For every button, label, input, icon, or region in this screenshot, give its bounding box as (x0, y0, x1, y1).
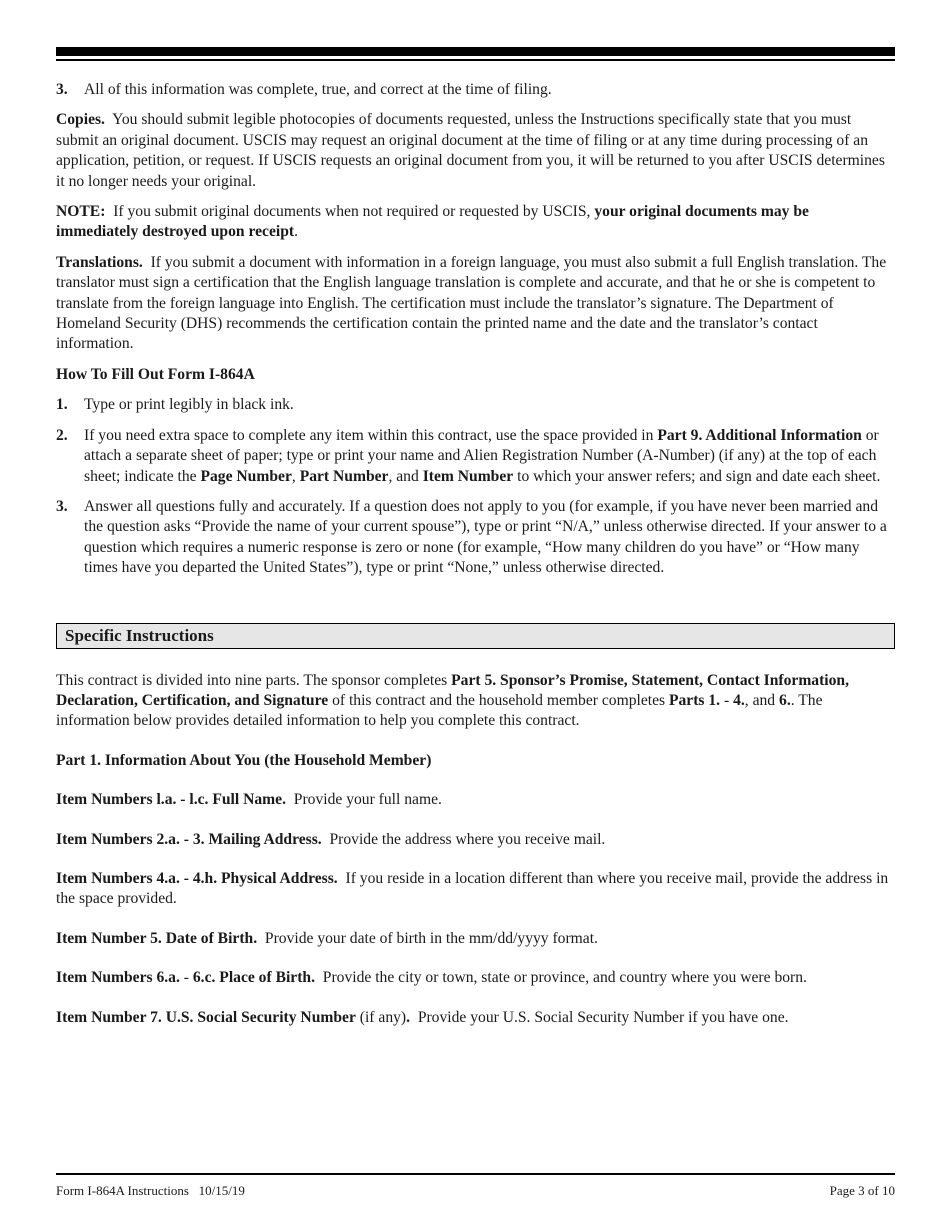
item-label-sep: - (179, 969, 193, 987)
item-text: Answer all questions fully and accurately. If a question does not apply to you (for example, if you have never been married and the question asks “Provide the name of your current spouse”), type or print “N/A,” unless otherwise directed. If your answer to a question which requires a numeric response is zero or none (for example, “How many children do you have” or “How many times have you departed the United States”), type or print “None,” unless otherwise directed. (84, 497, 887, 577)
text-run-bold: Part 5. Sponsor’s Promise, Statement, Contact Information, Declaration, Certification, and Signature (56, 671, 850, 709)
item-text: All of this information was complete, true, and correct at the time of filing. (84, 81, 552, 98)
text-run: This contract is divided into nine parts. The sponsor completes (56, 671, 448, 689)
ssn-item (56, 1008, 895, 1028)
part1-heading (56, 751, 895, 771)
note-paragraph (56, 202, 895, 243)
item-text: Provide your date of birth in the mm/dd/yyyy format. (264, 929, 598, 947)
item-number: 3. (56, 497, 68, 515)
footer-form-info: Form I-864A Instructions 10/15/19 (56, 1183, 245, 1198)
note-text: If you submit original documents when not required or requested by USCIS, (113, 203, 591, 221)
text-run: , (291, 467, 296, 485)
text-run: - (720, 691, 734, 709)
header-rule-thin (56, 59, 895, 61)
item-label: 6.c. Place of Birth. (192, 969, 315, 987)
text-run-bold: Parts 1. (668, 691, 721, 709)
specific-intro-paragraph: This contract is divided into nine parts. The sponsor completes Part 5. Sponsor’s Promise, Statement, Contact Information, Declaration, Certification, and Signature of this contract and the household member completes Parts 1. - 4., and 6.. The information below provides detailed information to help you complete this contract. (56, 671, 850, 730)
page-content (56, 80, 895, 1028)
full-name-item (56, 790, 895, 810)
document-page (56, 0, 895, 1230)
mailing-address-item (56, 830, 895, 850)
note-label: NOTE: (56, 203, 106, 221)
footer-rule (56, 1173, 895, 1175)
item-label-paren: (if any) (359, 1008, 407, 1026)
text-run: , and (388, 467, 419, 485)
text-run-bold: 6. (779, 691, 791, 709)
text-run: , and (744, 691, 776, 709)
text-run: or attach a separate sheet of paper; type or print your name and Alien Registration Number (A-Number) (if any) at the top of each sheet; indicate the (84, 426, 879, 485)
item-label: Item Numbers 6.a. (56, 969, 180, 987)
list-item-3 (56, 80, 895, 100)
list-item-1 (56, 395, 895, 415)
item-number: 3. (56, 81, 68, 98)
text-run-bold: Part Number (299, 467, 389, 485)
item-text: Provide your U.S. Social Security Number if you have one. (417, 1008, 789, 1026)
place-of-birth-item (56, 968, 895, 988)
item-text (84, 426, 895, 487)
text-run: The information below provides detailed information to help you complete this contract. (56, 691, 823, 730)
item-text: Provide the city or town, state or province, and country where you were born. (322, 969, 807, 987)
item-text: Provide your full name. (293, 791, 442, 809)
item-label: Item Numbers 4.a. - 4.h. Physical Address. (56, 869, 338, 887)
how-to-heading-text: How To Fill Out Form I-864A (56, 365, 255, 383)
item-text: Provide the address where you receive mail. (329, 830, 606, 848)
item-text: If you reside in a location different than where you receive mail, provide the address in the space provided. (56, 869, 889, 908)
text-run-bold: 4. (733, 691, 745, 709)
header-rule-thick (56, 47, 895, 56)
item-number: 1. (56, 396, 68, 414)
date-of-birth-item (56, 929, 895, 949)
text-run-bold: Part 9. Additional Information (657, 426, 862, 444)
copies-text: You should submit legible photocopies of documents requested, unless the Instructions specifically state that you must submit an original document. USCIS may request an original document at the time of filing or at any time during processing of an application, petition, or request. If USCIS requests an original document from you, it will be returned to you after USCIS determines it no longer needs your original. (56, 111, 885, 190)
translations-text: If you submit a document with information in a foreign language, you must also submit a full English translation. The translator must sign a certification that the English language translation is complete and accurate, and that he or she is competent to translate from the foreign language into English. The certification must include the translator’s signature. The Department of Homeland Security (DHS) recommends the certification contain the printed name and the date and the translator’s contact information. (56, 253, 887, 353)
item-text: Type or print legibly in black ink. (84, 396, 294, 414)
note-bold-text: your original documents may be immediately destroyed upon receipt (56, 203, 809, 241)
item-label: Item Number 7. U.S. Social Security Number (56, 1008, 356, 1026)
item-number: 2. (56, 426, 68, 444)
list-item-2 (56, 426, 895, 487)
translations-paragraph (56, 253, 895, 355)
copies-paragraph (56, 110, 895, 192)
physical-address-item (56, 869, 895, 910)
item-label: Item Numbers l.a. - l.c. Full Name. (56, 791, 286, 809)
text-run-bold: Item Number (422, 467, 514, 485)
page-footer (56, 1183, 895, 1199)
text-run-bold: Page Number (200, 467, 292, 485)
item-label-end: . (406, 1008, 411, 1026)
part1-heading-text: Part 1. Information About You (the Household Member) (56, 751, 432, 769)
note-end: . (294, 223, 298, 241)
item-label: Item Numbers 2.a. - 3. Mailing Address. (56, 830, 322, 848)
translations-label: Translations. (56, 253, 143, 271)
text-run: If you need extra space to complete any item within this contract, use the space provided in (84, 426, 654, 444)
copies-label: Copies. (56, 111, 105, 129)
list-item-3b (56, 497, 895, 579)
how-to-heading (56, 365, 895, 385)
page-number: Page 3 of 10 (829, 1183, 895, 1198)
text-run: of this contract and the household member completes (332, 691, 666, 709)
specific-instructions-heading: Specific Instructions (56, 623, 895, 649)
text-run: to which your answer refers; and sign and date each sheet. (517, 467, 881, 485)
item-label: Item Number 5. Date of Birth. (56, 929, 258, 947)
